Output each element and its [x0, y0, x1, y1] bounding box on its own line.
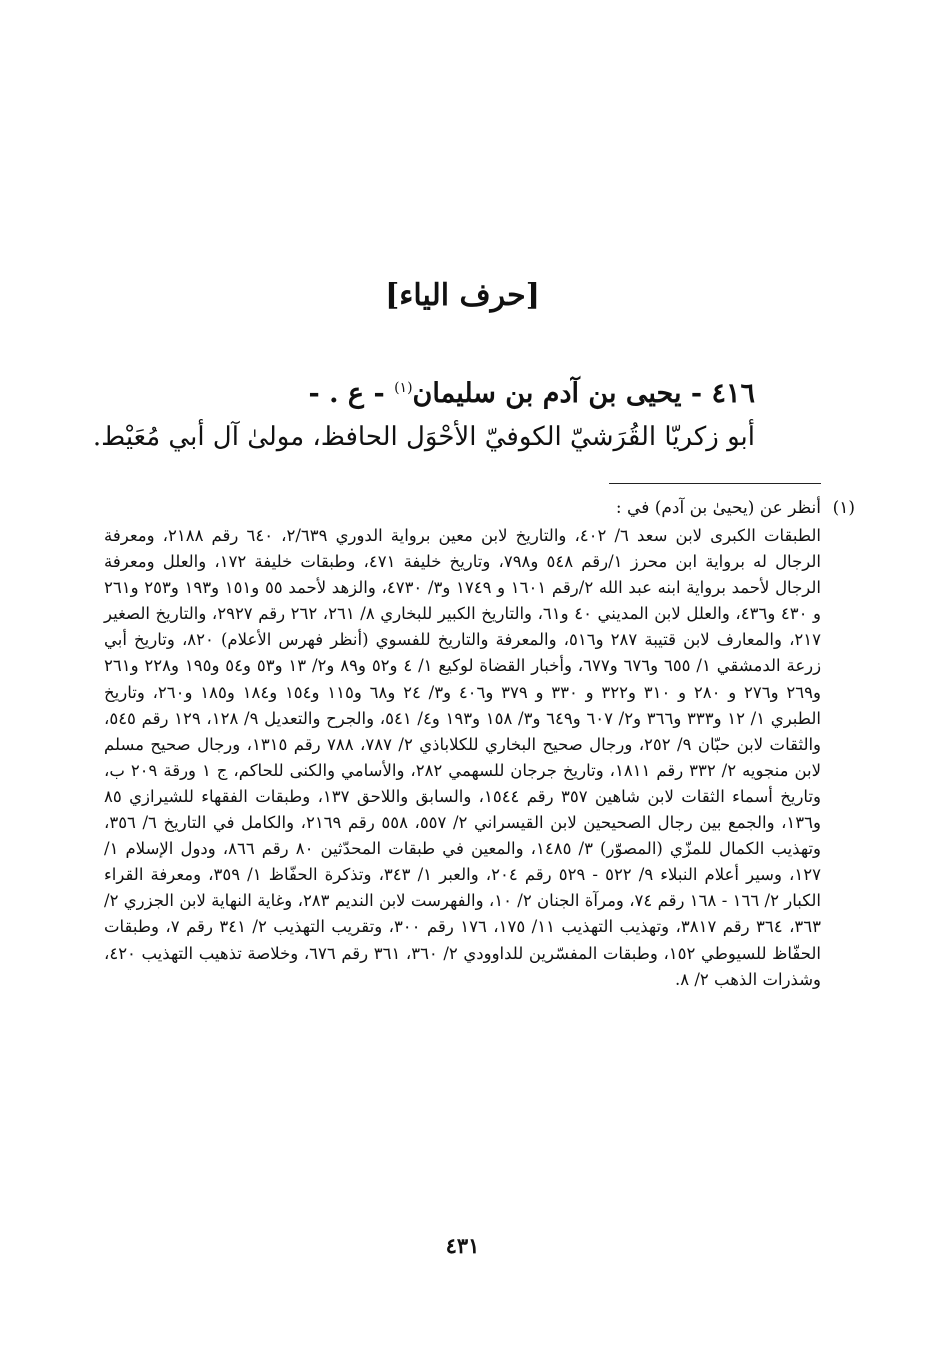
footnote-divider [609, 483, 821, 484]
chapter-title: [حرف الياء] [385, 278, 540, 313]
entry-heading [150, 368, 755, 414]
biography-entry [92, 368, 755, 458]
footnote-body: الطبقات الكبرى لابن سعد ٦/ ٤٠٢، والتاريخ لابن معين برواية الدوري ٢/٦٣٩، ٦٤٠ رقم ٢١٨٨، ومعرفة الرجال له برواية ابن محرز ١/رقم ٥٤٨ و٧٩٨، وتاريخ خليفة ٤٧١، وطبقات خليفة ١٧٢، والعلل ومعرفة الرجال لأحمد برواية ابنه عبد الله ٢/رقم ١٦٠١ و ١٧٤٩ و٣/ ٤٧٣٠، والزهد لأحمد ٥٥ و١٥١ و١٩٣ و٢٥٣ و٢٦١ و ٤٣٠ و٤٣٦، والعلل لابن المديني ٤٠ و٦١، والتاريخ الكبير للبخاري ٨/ ٢٦١، ٢٦٢ رقم ٢٩٢٧، والتاريخ الصغير ٢١٧، والمعارف لابن قتيبة ٢٨٧ و٥١٦، والمعرفة والتاريخ للفسوي (أنظر فهرس الأعلام) ٨٢٠، وتاريخ أبي زرعة الدمشقي ١/ ٦٥٥ و٦٧٦ و٦٧٧، وأخبار القضاة لوكيع ١/ ٤ و٥٢ و٨٩ و٢/ ١٣ و٥٣ و٥٤ و١٩٥ و٢٢٨ و٢٦١ و٢٦٩ و٢٧٦ و ٢٨٠ و ٣١٠ و٣٢٢ و ٣٣٠ و ٣٧٩ و٤٠٦ و٣/ ٢٤ و٦٨ و١١٥ و١٥٤ و١٨٤ و١٨٥ و٢٦٠، وتاريخ الطبري ١/ ١٢ و٣٣٣ و٣٦٦ و٢/ ٦٠٧ و٦٤٩ و٣/ ١٥٨ و١٩٣ و٤/ ٥٤١، والجرح والتعديل ٩/ ١٢٨، ١٢٩ رقم ٥٤٥، والثقات لابن حبّان ٩/ ٢٥٢، ورجال صحيح البخاري للكلاباذي ٢/ ٧٨٧، ٧٨٨ رقم ١٣١٥، ورجال صحيح مسلم لابن منجويه ٢/ ٣٣٢ رقم ١٨١١، وتاريخ جرجان للسهمي ٢٨٢، والأسامي والكنى للحاكم، ج ١ ورقة ٢٠٩ ب، وتاريخ أسماء الثقات لابن شاهين ٣٥٧ رقم ١٥٤٤، والسابق واللاحق ١٣٧، وطبقات الفقهاء للشيرازي ٨٥ و١٣٦، والجمع بين رجال الصحيحين لابن القيسراني ٢/ ٥٥٧، ٥٥٨ رقم ٢١٦٩، والكامل في التاريخ ٦/ ٣٥٦، وتهذيب الكمال للمزّي (المصوّر) ٣/ ١٤٨٥، والمعين في طبقات المحدّثين ٨٠ رقم ٨٦٦، ودول الإسلام ١/ ١٢٧، وسير أعلام النبلاء ٩/ ٥٢٢ - ٥٢٩ رقم ٢٠٤، والعبر ١/ ٣٤٣، وتذكرة الحفّاظ ١/ ٣٥٩، ومعرفة القراء الكبار ٢/ ١٦٦ - ١٦٨ رقم ٧٤، ومرآة الجنان ٢/ ١٠، والفهرست لابن النديم ٢٨٣، وغاية النهاية لابن الجزري ٢/ ٣٦٣، ٣٦٤ رقم ٣٨١٧، وتهذيب التهذيب ١١/ ١٧٥، ١٧٦ رقم ٣٠٠، وتقريب التهذيب ٢/ ٣٤١ رقم ٧، وطبقات الحفّاظ للسيوطي ١٥٢، وطبقات المفسّرين للداوودي ٢/ ٣٦٠، ٣٦١ رقم ٦٧٦، وخلاصة تذهيب التهذيب ٤٢٠، وشذرات الذهب ٢/ ٨. [104, 526, 822, 989]
footnote-reference: (١) [394, 380, 413, 396]
page-number: ٤٣١ [445, 1233, 480, 1258]
footnote-marker: (١) [832, 498, 855, 518]
entry-heading-suffix: - ع . - [308, 378, 395, 409]
entry-heading-name: ٤١٦ - يحيى بن آدم بن سليمان [412, 378, 755, 409]
footnote-intro: أنظر عن (يحيىٰ بن آدم) في : [615, 498, 821, 518]
entry-description: أبو زكريّا القُرَشيّ الكوفيّ الأحْوَل الحافظ، مولىٰ آل أبي مُعَيْط. [92, 422, 755, 452]
footnote [104, 494, 855, 993]
